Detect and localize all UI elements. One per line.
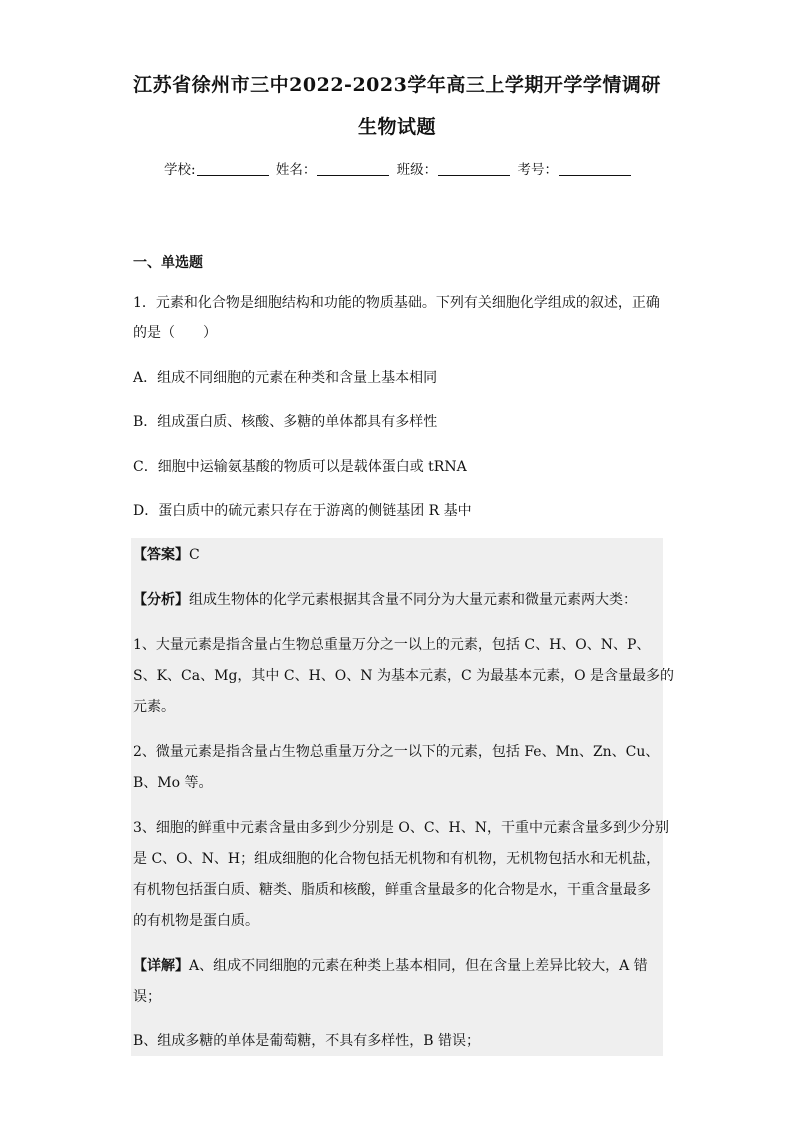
point2-line2: B、Mo 等。: [133, 775, 213, 791]
class-blank: [438, 161, 510, 176]
detail-line3: B、组成多糖的单体是葡萄糖，不具有多样性，B 错误；: [133, 1033, 481, 1049]
doc-title-line2: 生物试题: [357, 116, 436, 138]
question-stem-line1: 1．元素和化合物是细胞结构和功能的物质基础。下列有关细胞化学组成的叙述，正确: [133, 295, 660, 311]
detail-text1: A、组成不同细胞的元素在种类上基本相同，但在含量上差异比较大，A 错: [189, 958, 648, 974]
exam-number-label: 考号：: [517, 162, 558, 178]
detail-line1: [133, 956, 663, 976]
point3-line3: 有机物包括蛋白质、糖类、脂质和核酸，鲜重含量最多的化合物是水，干重含量最多: [133, 882, 651, 898]
point3-line4: 的有机物是蛋白质。: [133, 913, 259, 929]
question-stem-line2: 的是（ ）: [133, 325, 217, 341]
doc-title-line1: 江苏省徐州市三中2022-2023学年高三上学期开学学情调研: [133, 74, 661, 96]
option-b: B．组成蛋白质、核酸、多糖的单体都具有多样性: [133, 414, 438, 430]
option-d: D．蛋白质中的硫元素只存在于游离的侧链基团 R 基中: [133, 503, 472, 519]
student-info-line: [0, 158, 794, 178]
section-heading: 一、单选题: [133, 255, 203, 271]
option-c: C．细胞中运输氨基酸的物质可以是载体蛋白或 tRNA: [133, 459, 467, 475]
analysis-line: [133, 590, 663, 610]
answer-line: [133, 545, 663, 565]
name-blank: [317, 161, 389, 176]
name-label: 姓名：: [275, 162, 317, 178]
option-a: A．组成不同细胞的元素在种类和含量上基本相同: [133, 370, 438, 386]
detail-line2: 误；: [133, 989, 161, 1005]
detail-tag: 【详解】: [133, 958, 189, 974]
answer-tag: 【答案】: [133, 547, 189, 563]
point3-line1: 3、细胞的鲜重中元素含量由多到少分别是 O、C、H、N，干重中元素含量多到少分别: [133, 820, 670, 836]
point3-line2: 是 C、O、N、H；组成细胞的化合物包括无机物和有机物，无机物包括水和无机盐，: [133, 851, 661, 867]
solution-panel: [131, 538, 675, 1056]
exam-number-blank: [559, 161, 631, 176]
point1-line2: S、K、Ca、Mg，其中 C、H、O、N 为基本元素，C 为最基本元素，O 是含量最多的: [133, 668, 675, 684]
analysis-intro: 组成生物体的化学元素根据其含量不同分为大量元素和微量元素两大类：: [189, 592, 637, 608]
school-blank: [197, 161, 269, 176]
class-label: 班级：: [396, 162, 438, 178]
point1-line1: 1、大量元素是指含量占生物总重量万分之一以上的元素，包括 C、H、O、N、P、: [133, 637, 651, 653]
analysis-tag: 【分析】: [133, 592, 189, 608]
point2-line1: 2、微量元素是指含量占生物总重量万分之一以下的元素，包括 Fe、Mn、Zn、Cu、: [133, 744, 660, 760]
answer-value: C: [189, 547, 200, 563]
point1-line3: 元素。: [133, 699, 175, 715]
school-label: 学校:: [164, 162, 196, 178]
